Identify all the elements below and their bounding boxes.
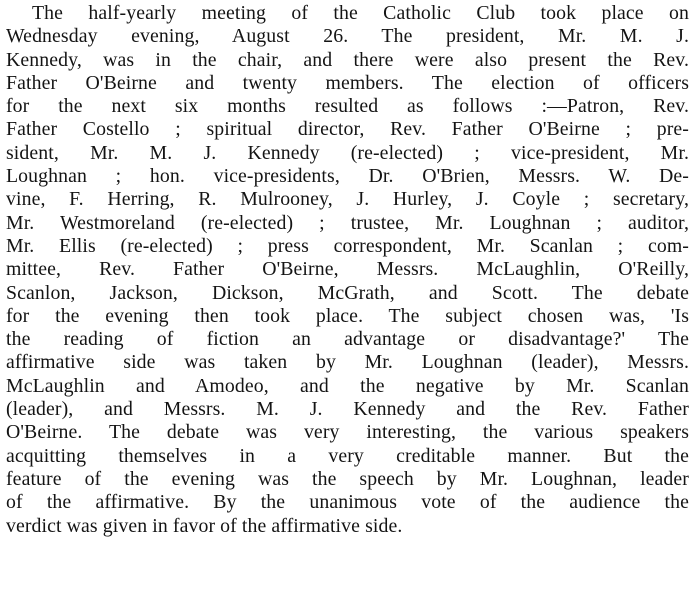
paragraph-line: verdict was given in favor of the affirmative side.: [6, 514, 403, 537]
paragraph-line: Loughnan ; hon. vice-presidents, Dr. O'Brien, Messrs. W. De-: [6, 165, 689, 188]
paragraph-line: sident, Mr. M. J. Kennedy (re-elected) ; vice-president, Mr.: [6, 141, 689, 164]
paragraph-line: McLaughlin and Amodeo, and the negative by Mr. Scanlan: [6, 374, 689, 397]
paragraph-line: for the next six months resulted as follows :—Patron, Rev.: [6, 95, 689, 118]
paragraph-line: affirmative side was taken by Mr. Loughnan (leader), Messrs.: [6, 351, 689, 374]
paragraph-line: Scanlon, Jackson, Dickson, McGrath, and Scott. The debate: [6, 281, 689, 304]
paragraph-line: of the affirmative. By the unanimous vote of the audience the: [6, 491, 689, 514]
paragraph-line: mittee, Rev. Father O'Beirne, Messrs. McLaughlin, O'Reilly,: [6, 258, 689, 281]
paragraph-line: vine, F. Herring, R. Mulrooney, J. Hurley, J. Coyle ; secretary,: [6, 188, 689, 211]
paragraph-line: The half-yearly meeting of the Catholic Club took place on: [32, 2, 689, 24]
paragraph-line: Father Costello ; spiritual director, Rev. Father O'Beirne ; pre-: [6, 118, 689, 141]
paragraph-line: O'Beirne. The debate was very interesting, the various speakers: [6, 421, 689, 444]
paragraph-line: Wednesday evening, August 26. The president, Mr. M. J.: [6, 25, 689, 48]
paragraph-line: for the evening then took place. The subject chosen was, 'Is: [6, 304, 689, 327]
paragraph-line: Father O'Beirne and twenty members. The election of officers: [6, 71, 689, 94]
paragraph-line: (leader), and Messrs. M. J. Kennedy and the Rev. Father: [6, 398, 689, 421]
paragraph-line: Mr. Westmoreland (re-elected) ; trustee, Mr. Loughnan ; auditor,: [6, 211, 689, 234]
paragraph-line: Kennedy, was in the chair, and there were also present the Rev.: [6, 48, 689, 71]
paragraph-line: the reading of fiction an advantage or disadvantage?' The: [6, 328, 689, 351]
paragraph-line: acquitting themselves in a very creditable manner. But the: [6, 444, 689, 467]
paragraph-line: feature of the evening was the speech by Mr. Loughnan, leader: [6, 467, 689, 490]
newspaper-clipping: [6, 2, 689, 538]
paragraph-line: Mr. Ellis (re-elected) ; press correspondent, Mr. Scanlan ; com-: [6, 234, 689, 257]
